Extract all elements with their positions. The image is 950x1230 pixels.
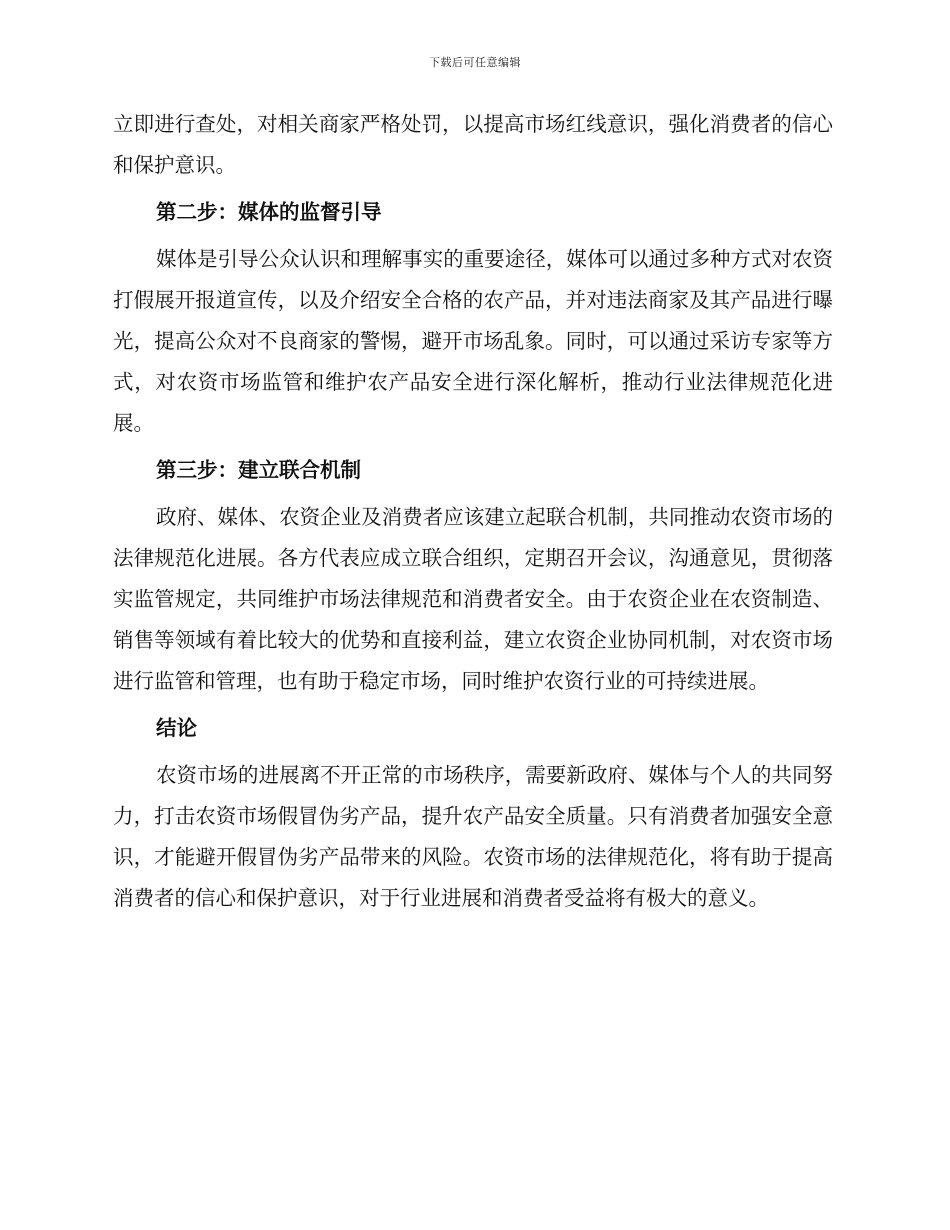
step3-paragraph: 政府、媒体、农资企业及消费者应该建立起联合机制，共同推动农资市场的法律规范化进展。各方代表应成立联合组织，定期召开会议，沟通意见，贯彻落实监管规定，共同维护市场法律规范和消费者安全。由于农资企业在农资制造、销售等领域有着比较大的优势和直接利益，建立农资企业协同机制，对农资市场进行监管和管理，也有助于稳定市场，同时维护农资行业的可持续进展。 bbox=[113, 505, 833, 693]
page-header: 下载后可任意编辑 bbox=[429, 56, 521, 69]
conclusion-heading: 结论 bbox=[156, 716, 197, 740]
step3-heading: 第三步：建立联合机制 bbox=[156, 458, 361, 482]
continuation-paragraph: 立即进行查处，对相关商家严格处罚，以提高市场红线意识，强化消费者的信心和保护意识。 bbox=[113, 112, 833, 177]
step2-paragraph: 媒体是引导公众认识和理解事实的重要途径，媒体可以通过多种方式对农资打假展开报道宣传，以及介绍安全合格的农产品，并对违法商家及其产品进行曝光，提高公众对不良商家的警惕，避开市场乱象。同时，可以通过采访专家等方式，对农资市场监管和维护农产品安全进行深化解析，推动行业法律规范化进展。 bbox=[113, 247, 833, 435]
document-body bbox=[113, 104, 833, 919]
step2-heading: 第二步：媒体的监督引导 bbox=[156, 200, 382, 224]
conclusion-paragraph: 农资市场的进展离不开正常的市场秩序，需要新政府、媒体与个人的共同努力，打击农资市场假冒伪劣产品，提升农产品安全质量。只有消费者加强安全意识，才能避开假冒伪劣产品带来的风险。农资市场的法律规范化，将有助于提高消费者的信心和保护意识，对于行业进展和消费者受益将有极大的意义。 bbox=[113, 763, 833, 910]
